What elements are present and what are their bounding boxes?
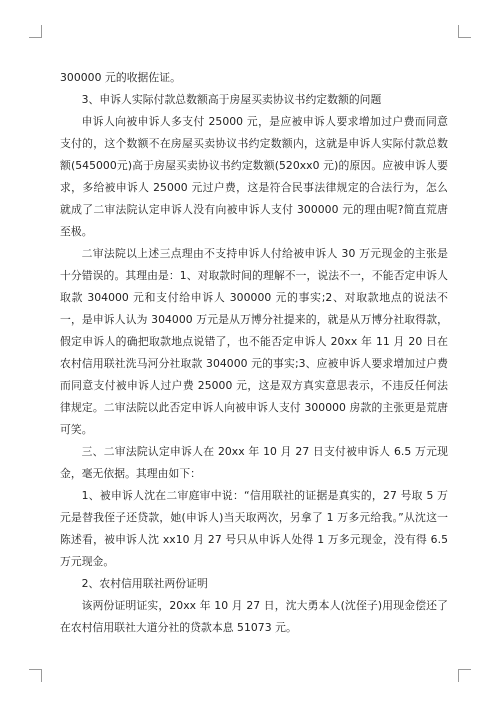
paragraph: 1、被申诉人沈在二审庭审中说：“信用联社的证据是真实的，27 号取 5 万元是替我侄子还贷款，她(申诉人)当天取两次，另拿了 1 万多元给我。”从沈这一陈述看，被申诉人沈 xx10 月 27 号只从申诉人处得 1 万多元现金，没有得 6.5 万元现金。 bbox=[60, 489, 448, 568]
paragraph-continuation: 300000 元的收据佐证。 bbox=[60, 71, 181, 84]
paragraph: 该两份证明证实，20xx 年 10 月 27 日，沈大勇本人(沈侄子)用现金偿还了在农村信用联社大道分社的贷款本息 51073 元。 bbox=[60, 599, 448, 634]
crop-mark-bottom-right bbox=[458, 669, 471, 682]
subheading-2: 2、农村信用联社两份证明 bbox=[81, 577, 208, 590]
crop-mark-top-left bbox=[29, 25, 42, 38]
section-heading-three: 三、二审法院认定申诉人在 20xx 年 10 月 27 日支付被申诉人 6.5 万元现金，毫无依据。其理由如下： bbox=[60, 445, 448, 480]
section-heading-3: 3、申诉人实际付款总数额高于房屋买卖协议书约定数额的问题 bbox=[81, 93, 382, 106]
document-body bbox=[60, 67, 448, 639]
paragraph: 二审法院以上述三点理由不支持申诉人付给被申诉人 30 万元现金的主张是十分错误的。其理由是：1、对取款时间的理解不一，说法不一，不能否定申诉人取款 304000 元和支付给申诉人 300000 元的事实;2、对取款地点的说法不一，是申诉人认为 304000 万元是从万博分社提来的，就是从万博分社取得款，假定申诉人的确把取款地点说错了，也不能否定申诉人 20xx 年 11 月 20 日在农村信用联社洗马河分社取款 304000 元的事实;3、应被申诉人要求增加过户费而同意支付被申诉人过户费 25000 元，这是双方真实意思表示，不违反任何法律规定。二审法院以此否定申诉人向被申诉人支付 300000 房款的主张更是荒唐可笑。 bbox=[60, 247, 448, 436]
paragraph: 申诉人向被申诉人多支付 25000 元，是应被申诉人要求增加过户费而同意支付的，这个数额不在房屋买卖协议书约定数额内，这就是申诉人实际付款总数额(545000元)高于房屋买卖协议书约定数额(520xx0 元)的原因。应被申诉人要求，多给被申诉人 25000 元过户费，这是符合民事法律规定的合法行为，怎么就成了二审法院认定申诉人没有向被申诉人支付 300000 元的理由呢?简直荒唐至极。 bbox=[60, 115, 448, 238]
crop-mark-bottom-left bbox=[29, 669, 42, 682]
crop-mark-top-right bbox=[458, 25, 471, 38]
